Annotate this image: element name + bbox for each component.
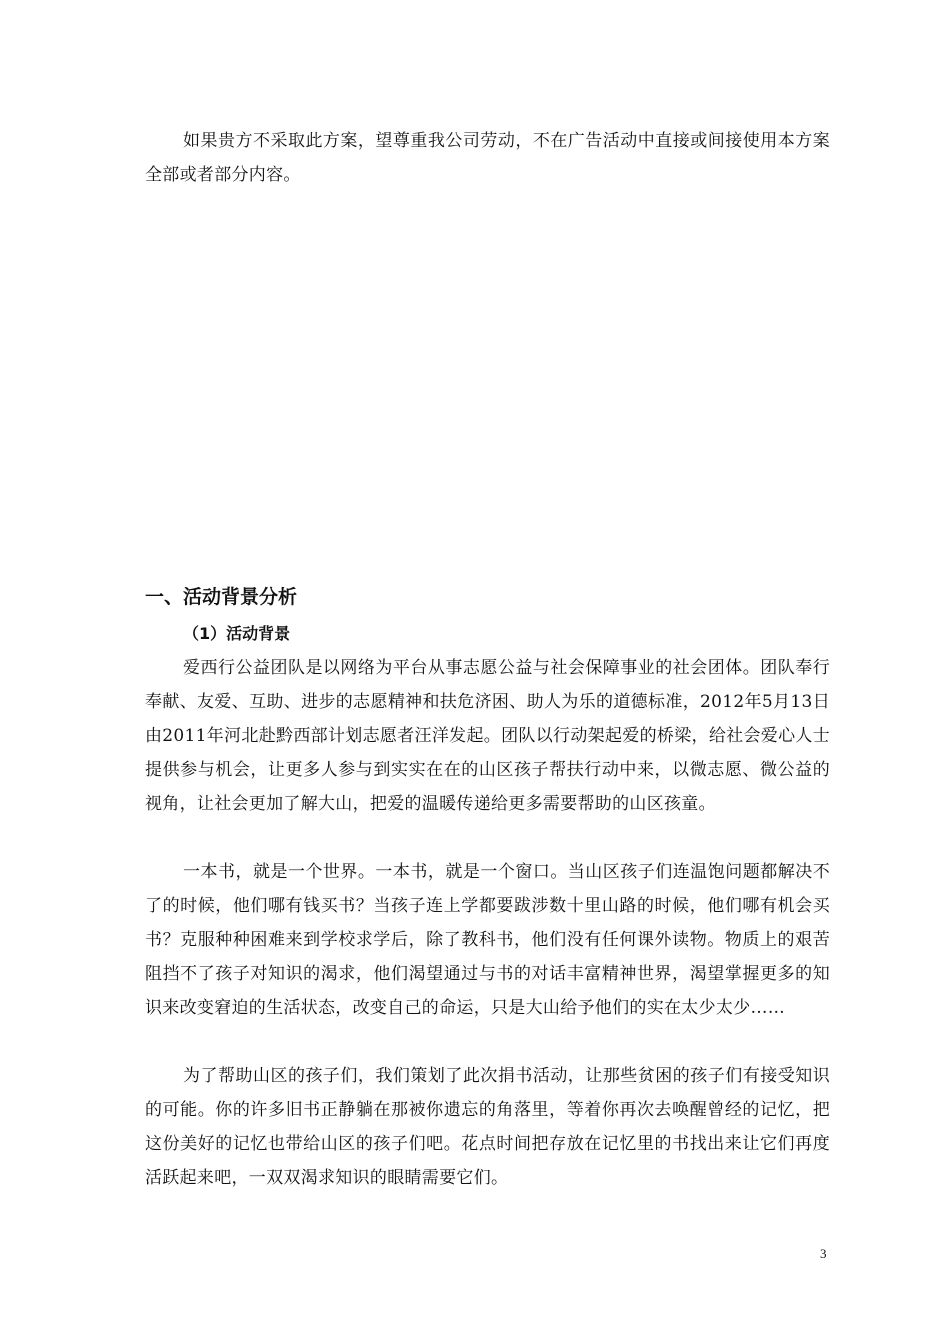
body-paragraph: 爱西行公益团队是以网络为平台从事志愿公益与社会保障事业的社会团体。团队奉行奉献、友爱、互助、进步的志愿精神和扶危济困、助人为乐的道德标准，2012年5月13日由2011年河北赴黔西部计划志愿者汪洋发起。团队以行动架起爱的桥梁，给社会爱心人士提供参与机会，让更多人参与到实实在在的山区孩子帮扶行动中来，以微志愿、微公益的视角，让社会更加了解大山，把爱的温暖传递给更多需要帮助的山区孩童。 xyxy=(145,658,830,814)
section-heading: 一、活动背景分析 xyxy=(145,586,298,608)
subsection-heading: （1）活动背景 xyxy=(183,624,291,643)
notice-paragraph: 如果贵方不采取此方案，望尊重我公司劳动，不在广告活动中直接或间接使用本方案全部或者部分内容。 xyxy=(145,131,830,185)
body-paragraph: 为了帮助山区的孩子们，我们策划了此次捐书活动，让那些贫困的孩子们有接受知识的可能。你的许多旧书正静躺在那被你遗忘的角落里，等着你再次去唤醒曾经的记忆，把这份美好的记忆也带给山区的孩子们吧。花点时间把存放在记忆里的书找出来让它们再度活跃起来吧，一双双渴求知识的眼睛需要它们。 xyxy=(145,1066,830,1188)
page-number: 3 xyxy=(820,1246,827,1261)
body-paragraph: 一本书，就是一个世界。一本书，就是一个窗口。当山区孩子们连温饱问题都解决不了的时候，他们哪有钱买书？当孩子连上学都要跋涉数十里山路的时候，他们哪有机会买书？克服种种困难来到学校求学后，除了教科书，他们没有任何课外读物。物质上的艰苦阻挡不了孩子对知识的渴求，他们渴望通过与书的对话丰富精神世界，渴望掌握更多的知识来改变窘迫的生活状态，改变自己的命运，只是大山给予他们的实在太少太少…… xyxy=(145,862,830,1018)
